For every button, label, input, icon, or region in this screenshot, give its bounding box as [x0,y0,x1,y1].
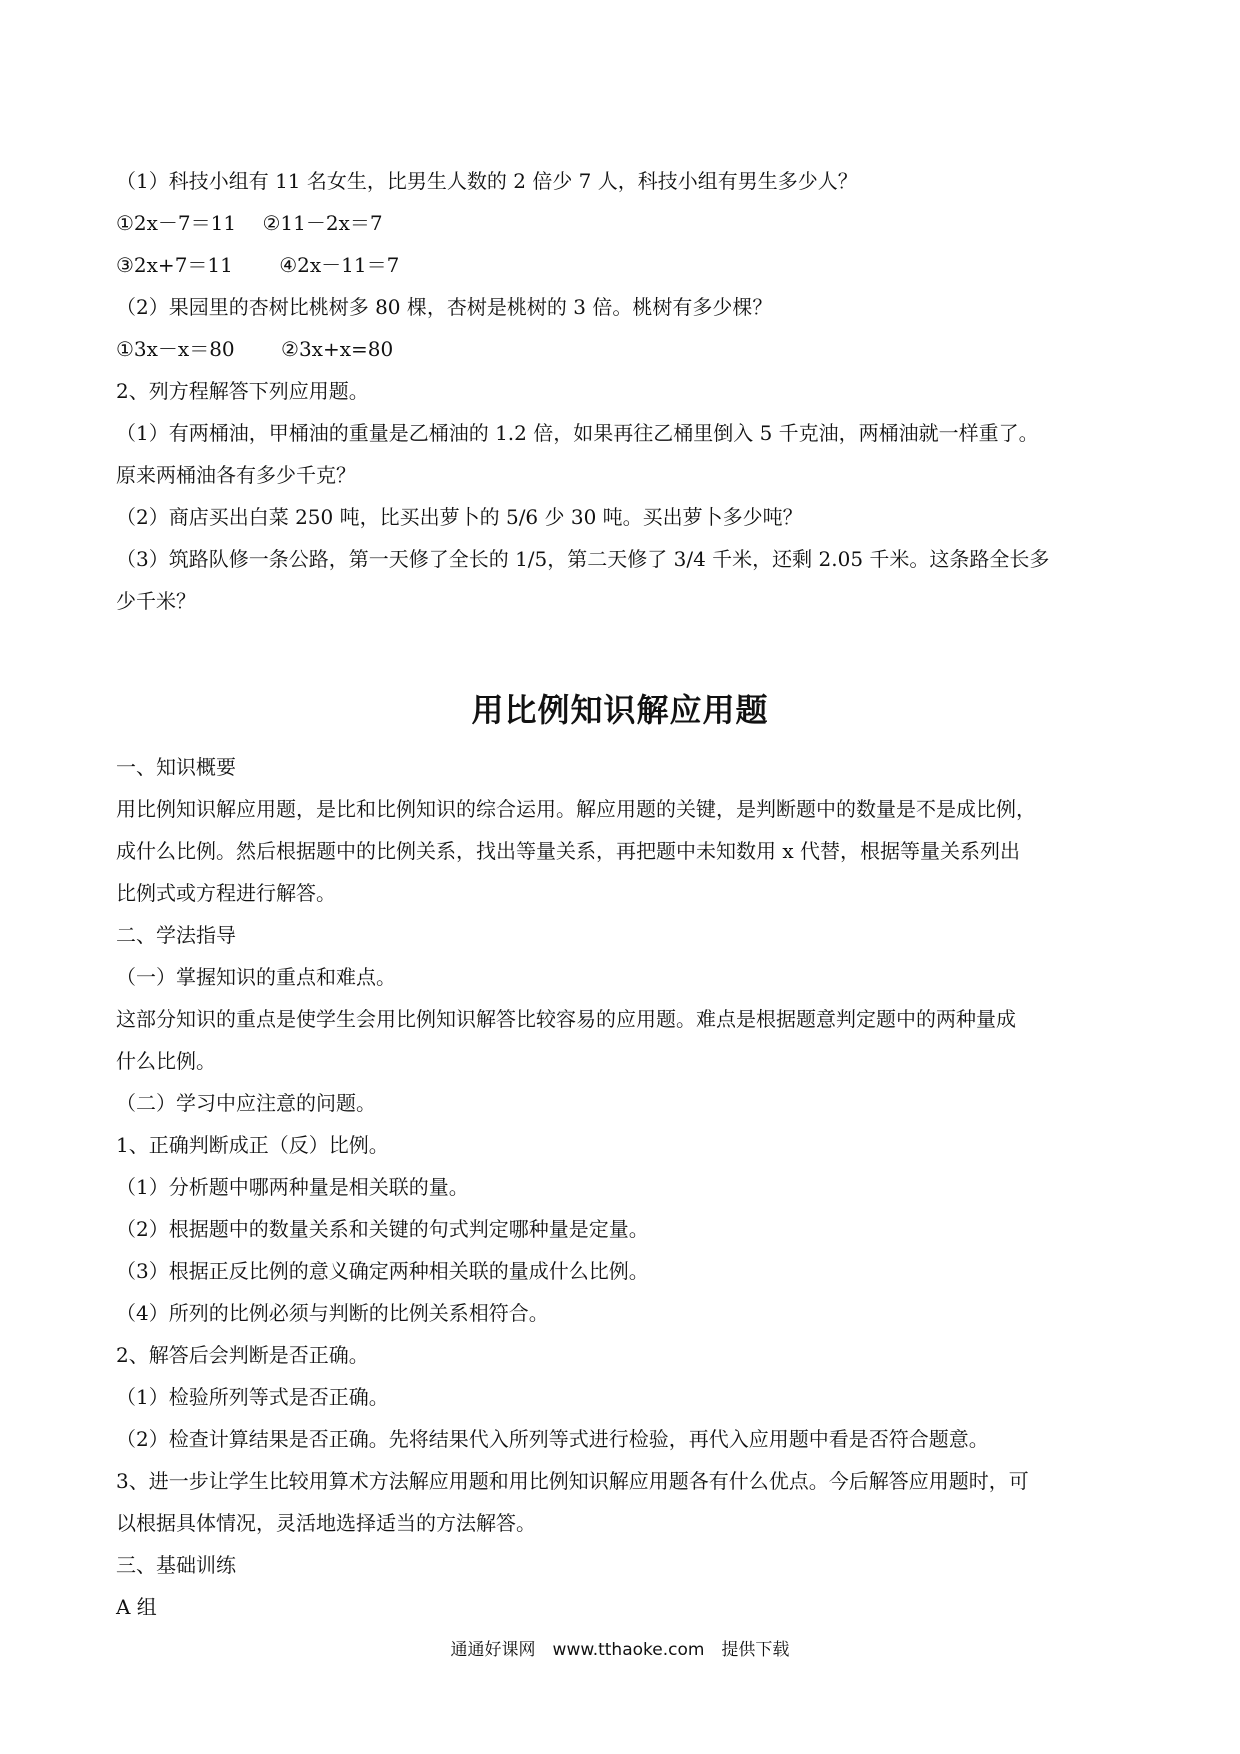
text-line: 少千米？ [116,589,196,613]
page-footer: 通通好课网 www.tthaoke.com 提供下载 [450,1640,790,1660]
text-line: （2）根据题中的数量关系和关键的句式判定哪种量是定量。 [116,1217,649,1241]
text-line: （2）果园里的杏树比桃树多 80 棵，杏树是桃树的 3 倍。桃树有多少棵？ [116,295,773,319]
text-line: （1）分析题中哪两种量是相关联的量。 [116,1175,469,1199]
text-line: 一、知识概要 [116,755,236,779]
text-line: 这部分知识的重点是使学生会用比例知识解答比较容易的应用题。难点是根据题意判定题中的两种量成 [116,1007,1016,1031]
text-line: 用比例知识解应用题，是比和比例知识的综合运用。解应用题的关键，是判断题中的数量是不是成比例， [116,797,1036,821]
text-line: ③2x+7＝11 ④2x－11＝7 [116,253,400,277]
document-body [116,160,1124,1628]
text-line: 2、解答后会判断是否正确。 [116,1343,369,1367]
section-title: 用比例知识解应用题 [471,691,769,729]
text-line: 二、学法指导 [116,923,236,947]
text-line: A 组 [116,1595,157,1619]
text-line: 什么比例。 [116,1049,216,1073]
text-line: （2）检查计算结果是否正确。先将结果代入所列等式进行检验，再代入应用题中看是否符合题意。 [116,1427,989,1451]
text-line: 成什么比例。然后根据题中的比例关系，找出等量关系，再把题中未知数用 x 代替，根据等量关系列出 [116,839,1020,863]
text-line: 1、正确判断成正（反）比例。 [116,1133,389,1157]
text-line: （4）所列的比例必须与判断的比例关系相符合。 [116,1301,549,1325]
text-line: （3）筑路队修一条公路，第一天修了全长的 1/5，第二天修了 3/4 千米，还剩 2.05 千米。这条路全长多 [116,547,1050,571]
text-line: ①3x－x＝80 ②3x+x=80 [116,337,394,361]
knowledge-section [116,746,1124,1628]
text-line: （2）商店买出白菜 250 吨，比买出萝卜的 5/6 少 30 吨。买出萝卜多少吨？ [116,505,803,529]
text-line: 3、进一步让学生比较用算术方法解应用题和用比例知识解应用题各有什么优点。今后解答应用题时，可 [116,1469,1029,1493]
text-line: （一）掌握知识的重点和难点。 [116,965,396,989]
text-line: （3）根据正反比例的意义确定两种相关联的量成什么比例。 [116,1259,649,1283]
exercise-section [116,160,1124,622]
text-line: （二）学习中应注意的问题。 [116,1091,376,1115]
text-line: （1）检验所列等式是否正确。 [116,1385,389,1409]
text-line: （1）有两桶油，甲桶油的重量是乙桶油的 1.2 倍，如果再往乙桶里倒入 5 千克油，两桶油就一样重了。 [116,421,1039,445]
text-line: 比例式或方程进行解答。 [116,881,336,905]
text-line: ①2x－7＝11 ②11－2x＝7 [116,211,383,235]
text-line: 原来两桶油各有多少千克？ [116,463,356,487]
text-line: 三、基础训练 [116,1553,236,1577]
text-line: 2、列方程解答下列应用题。 [116,379,369,403]
text-line: 以根据具体情况，灵活地选择适当的方法解答。 [116,1511,536,1535]
section-spacer [116,622,1124,686]
text-line: （1）科技小组有 11 名女生，比男生人数的 2 倍少 7 人，科技小组有男生多少人？ [116,169,858,193]
